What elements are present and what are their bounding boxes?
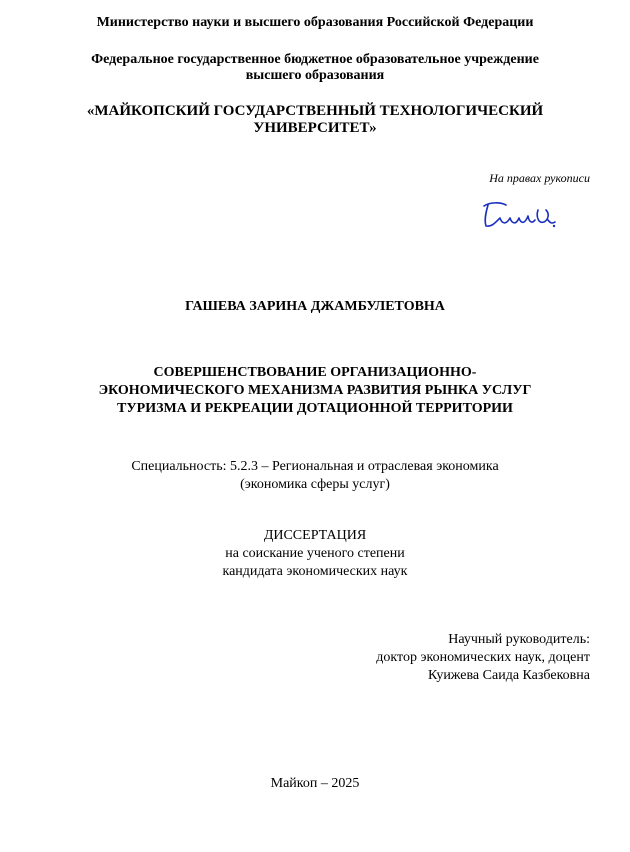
institution-line-2: высшего образования xyxy=(245,68,385,83)
university-line-1: «МАЙКОПСКИЙ ГОСУДАРСТВЕННЫЙ ТЕХНОЛОГИЧЕСКИЙ xyxy=(86,103,544,119)
title-line-1: СОВЕРШЕНСТВОВАНИЕ ОРГАНИЗАЦИОННО- xyxy=(153,365,477,380)
dissertation-label: ДИССЕРТАЦИЯ xyxy=(263,528,367,543)
supervisor-role: Научный руководитель: xyxy=(448,632,590,647)
author-name: ГАШЕВА ЗАРИНА ДЖАМБУЛЕТОВНА xyxy=(185,299,445,314)
institution-line-1: Федеральное государственное бюджетное образовательное учреждение xyxy=(91,52,539,67)
handwritten-signature-icon xyxy=(478,196,560,232)
title-line-3: ТУРИЗМА И РЕКРЕАЦИИ ДОТАЦИОННОЙ ТЕРРИТОРИИ xyxy=(117,401,513,416)
manuscript-note: На правах рукописи xyxy=(489,171,590,185)
specialty-line-2: (экономика сферы услуг) xyxy=(240,477,390,492)
ministry-line: Министерство науки и высшего образования Российской Федерации xyxy=(96,15,534,30)
university-line-2: УНИВЕРСИТЕТ» xyxy=(253,120,377,136)
supervisor-degree: доктор экономических наук, доцент xyxy=(376,650,590,665)
footer-city-year: Майкоп – 2025 xyxy=(270,776,360,791)
specialty-line-1: Специальность: 5.2.3 – Региональная и отраслевая экономика xyxy=(131,459,499,474)
dissertation-line-2: кандидата экономических наук xyxy=(222,564,408,579)
dissertation-line-1: на соискание ученого степени xyxy=(225,546,405,561)
title-line-2: ЭКОНОМИЧЕСКОГО МЕХАНИЗМА РАЗВИТИЯ РЫНКА УСЛУГ xyxy=(98,383,532,398)
supervisor-name: Куижева Саида Казбековна xyxy=(428,668,590,683)
